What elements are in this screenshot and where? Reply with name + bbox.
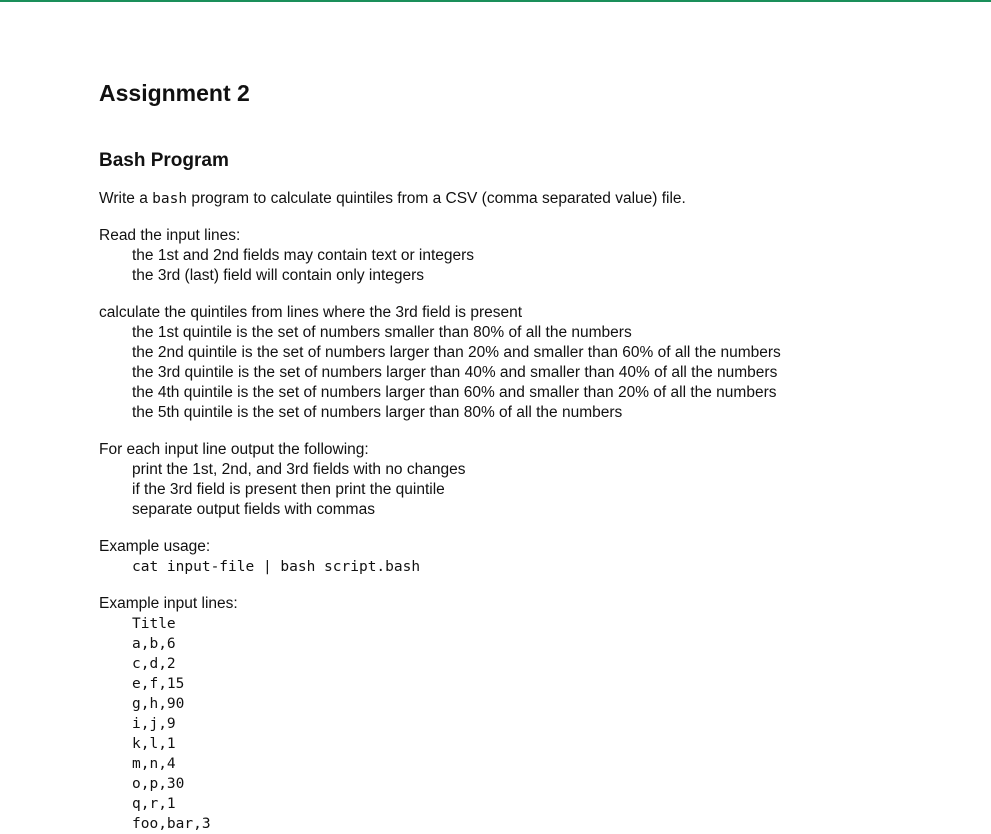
section-title: Bash Program (99, 150, 229, 171)
intro-before: Write a (99, 190, 153, 207)
output-item: separate output fields with commas (132, 501, 375, 518)
input-line: i,j,9 (132, 716, 176, 732)
input-line: k,l,1 (132, 736, 176, 752)
read-item: the 1st and 2nd fields may contain text or integers (132, 247, 475, 264)
output-section (99, 440, 959, 520)
input-line: m,n,4 (132, 756, 176, 772)
input-line: e,f,15 (132, 676, 185, 692)
input-line: q,r,1 (132, 796, 176, 812)
output-heading: For each input line output the following: (99, 441, 369, 458)
input-line: c,d,2 (132, 656, 176, 672)
input-section (99, 594, 959, 834)
input-line: o,p,30 (132, 776, 185, 792)
calc-heading: calculate the quintiles from lines where the 3rd field is present (99, 304, 523, 321)
read-heading: Read the input lines: (99, 227, 241, 244)
document-body (99, 78, 959, 834)
input-line: Title (132, 616, 176, 632)
usage-command: cat input-file | bash script.bash (132, 559, 421, 575)
calc-section (99, 303, 959, 423)
page-title: Assignment 2 (99, 80, 250, 106)
calc-item: the 4th quintile is the set of numbers larger than 60% and smaller than 20% of all the numbers (132, 384, 777, 401)
input-line: foo,bar,3 (132, 816, 211, 832)
input-heading: Example input lines: (99, 595, 238, 612)
read-item: the 3rd (last) field will contain only integers (132, 267, 425, 284)
usage-heading: Example usage: (99, 538, 211, 555)
read-section (99, 226, 959, 286)
top-border (0, 0, 991, 2)
intro-after: program to calculate quintiles from a CSV (comma separated value) file. (187, 190, 686, 207)
calc-item: the 3rd quintile is the set of numbers larger than 40% and smaller than 40% of all the numbers (132, 364, 778, 381)
output-item: if the 3rd field is present then print the quintile (132, 481, 445, 498)
calc-item: the 1st quintile is the set of numbers smaller than 80% of all the numbers (132, 324, 632, 341)
calc-item: the 2nd quintile is the set of numbers larger than 20% and smaller than 60% of all the numbers (132, 344, 781, 361)
usage-section (99, 537, 959, 577)
input-line: a,b,6 (132, 636, 176, 652)
output-item: print the 1st, 2nd, and 3rd fields with no changes (132, 461, 466, 478)
intro-code: bash (152, 191, 188, 207)
input-line: g,h,90 (132, 696, 185, 712)
calc-item: the 5th quintile is the set of numbers larger than 80% of all the numbers (132, 404, 623, 421)
intro-paragraph (99, 189, 959, 209)
